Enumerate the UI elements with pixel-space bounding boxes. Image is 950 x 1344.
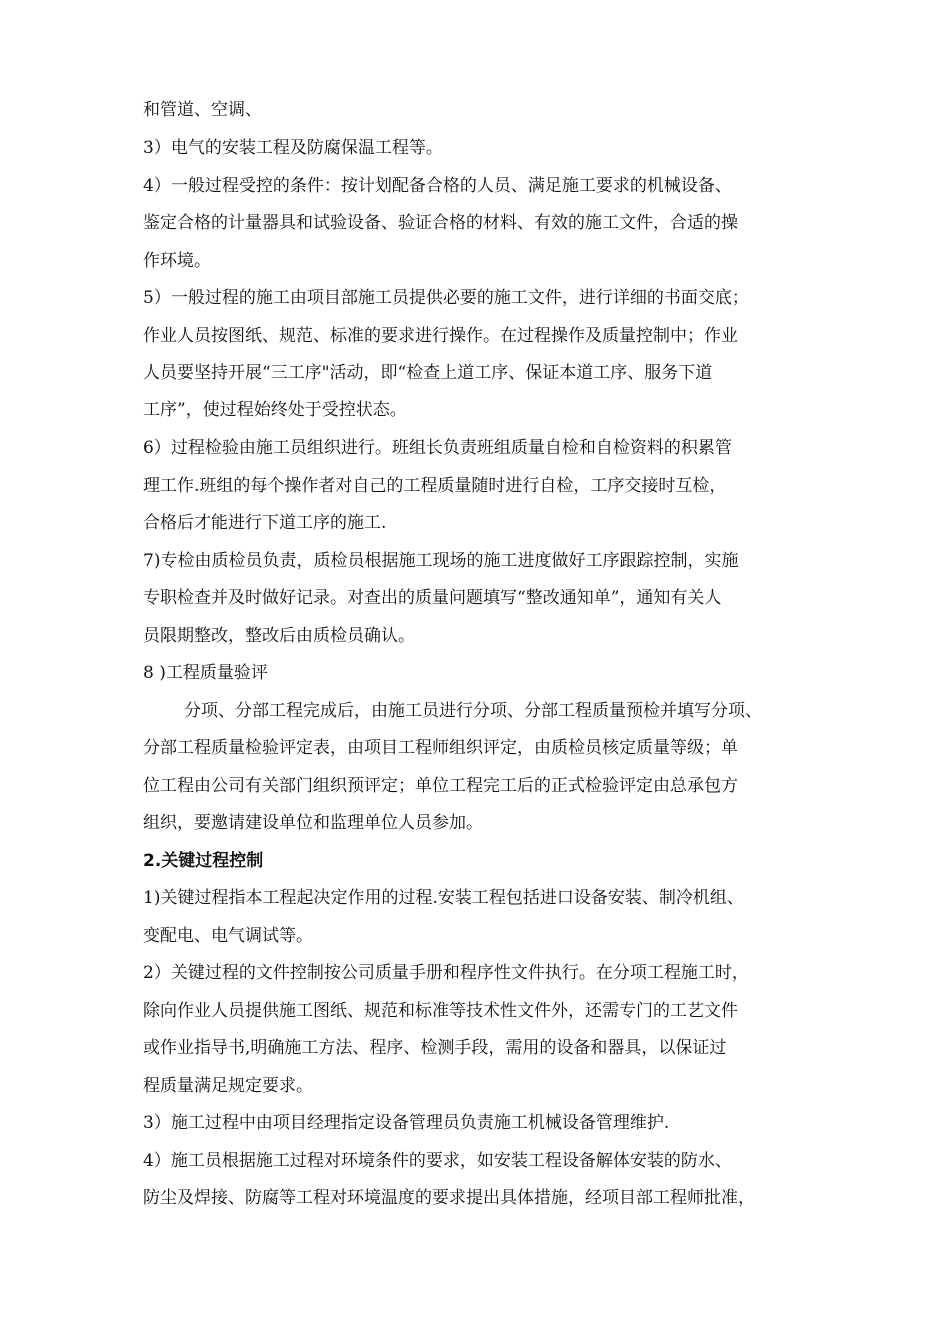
text-line: 专职检查并及时做好记录。对查出的质量问题填写“整改通知单”，通知有关人 bbox=[143, 588, 722, 608]
text-line: 作业人员按图纸、规范、标准的要求进行操作。在过程操作及质量控制中；作业 bbox=[143, 326, 738, 346]
text-line: 3）施工过程中由项目经理指定设备管理员负责施工机械设备管理维护. bbox=[143, 1113, 670, 1133]
text-line: 防尘及焊接、防腐等工程对环境温度的要求提出具体措施，经项目部工程师批准， bbox=[143, 1188, 755, 1208]
text-line: 3）电气的安装工程及防腐保温工程等。 bbox=[143, 138, 443, 158]
text-line: 4）施工员根据施工过程对环境条件的要求，如安装工程设备解体安装的防水、 bbox=[143, 1151, 732, 1171]
section-heading: 2.关键过程控制 bbox=[143, 851, 264, 871]
text-line: 组织，要邀请建设单位和监理单位人员参加。 bbox=[143, 813, 483, 833]
text-line: 分项、分部工程完成后，由施工员进行分项、分部工程质量预检并填写分项、 bbox=[184, 701, 762, 721]
text-line: 7)专检由质检员负责，质检员根据施工现场的施工进度做好工序跟踪控制，实施 bbox=[143, 551, 739, 571]
text-line: 人员要坚持开展“三工序"活动，即“检查上道工序、保证本道工序、服务下道 bbox=[143, 363, 713, 383]
text-line: 1)关键过程指本工程起决定作用的过程.安装工程包括进口设备安装、制冷机组、 bbox=[143, 888, 744, 908]
text-line: 6）过程检验由施工员组织进行。班组长负责班组质量自检和自检资料的积累管 bbox=[143, 438, 732, 458]
text-line: 5）一般过程的施工由项目部施工员提供必要的施工文件，进行详细的书面交底； bbox=[143, 288, 749, 308]
text-line: 理工作.班组的每个操作者对自己的工程质量随时进行自检，工序交接时互检， bbox=[143, 476, 727, 496]
text-line: 8 )工程质量验评 bbox=[143, 663, 268, 683]
text-line: 位工程由公司有关部门组织预评定；单位工程完工后的正式检验评定由总承包方 bbox=[143, 776, 738, 796]
text-line: 2）关键过程的文件控制按公司质量手册和程序性文件执行。在分项工程施工时， bbox=[143, 963, 749, 983]
text-line: 分部工程质量检验评定表，由项目工程师组织评定，由质检员核定质量等级；单 bbox=[143, 738, 738, 758]
text-line: 程质量满足规定要求。 bbox=[143, 1076, 313, 1096]
text-line: 变配电、电气调试等。 bbox=[143, 926, 313, 946]
text-line: 除向作业人员提供施工图纸、规范和标准等技术性文件外，还需专门的工艺文件 bbox=[143, 1001, 738, 1021]
text-line: 鉴定合格的计量器具和试验设备、验证合格的材料、有效的施工文件，合适的操 bbox=[143, 213, 738, 233]
text-line: 4）一般过程受控的条件：按计划配备合格的人员、满足施工要求的机械设备、 bbox=[143, 176, 732, 196]
text-line: 和管道、空调、 bbox=[143, 100, 262, 120]
text-line: 工序”，使过程始终处于受控状态。 bbox=[143, 400, 407, 420]
text-line: 员限期整改，整改后由质检员确认。 bbox=[143, 626, 415, 646]
text-line: 或作业指导书,明确施工方法、程序、检测手段，需用的设备和器具，以保证过 bbox=[143, 1038, 727, 1058]
text-line: 作环境。 bbox=[143, 251, 211, 271]
text-line: 合格后才能进行下道工序的施工. bbox=[143, 513, 387, 533]
